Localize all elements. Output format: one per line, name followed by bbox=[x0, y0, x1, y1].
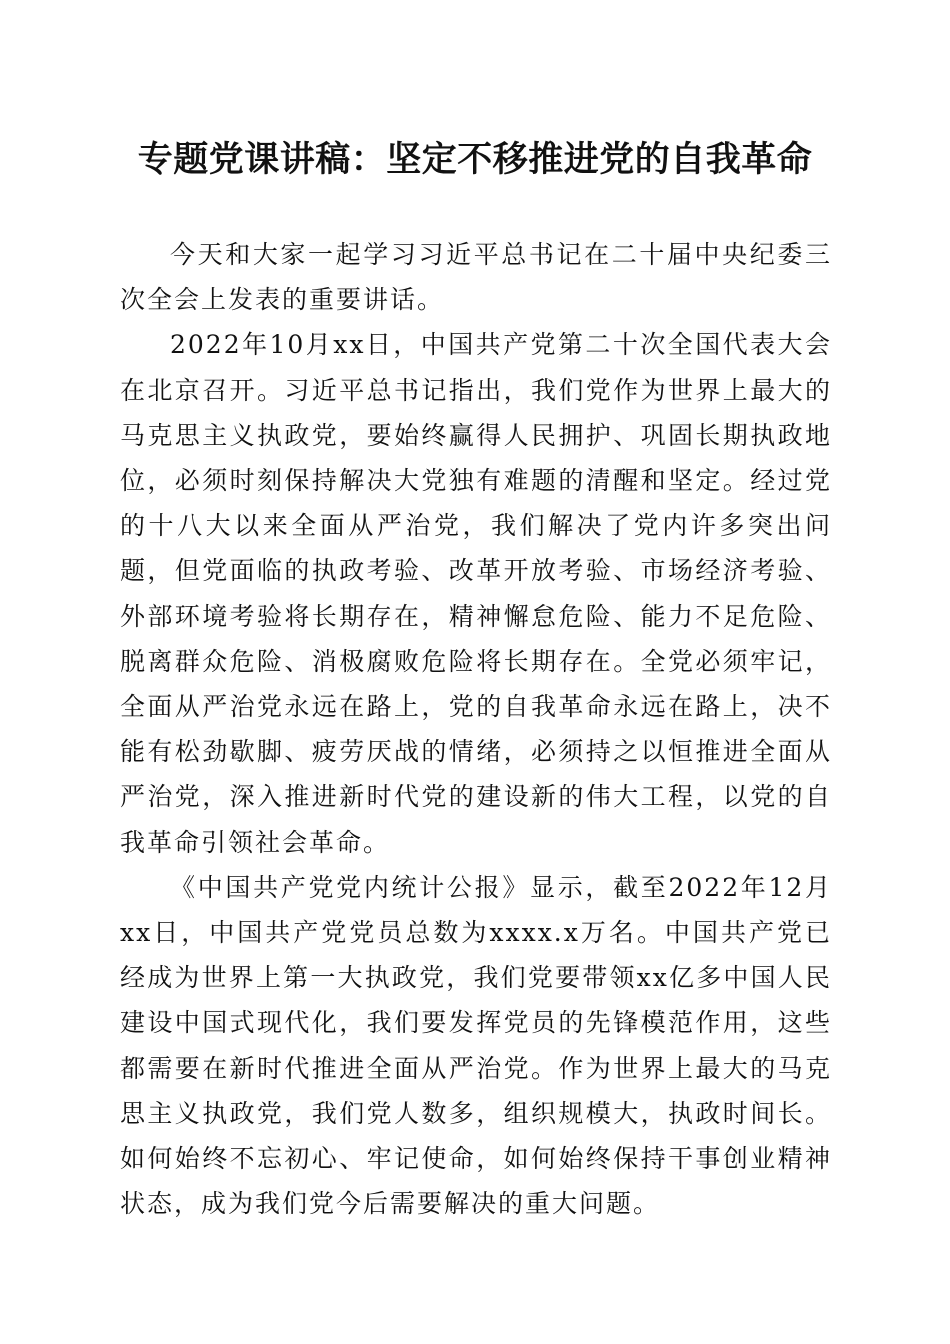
paragraph-statistics: 《中国共产党党内统计公报》显示，截至2022年12月xx日，中国共产党党员总数为xxxx.x万名。中国共产党已经成为世界上第一大执政党，我们党要带领xx亿多中国人民建设中国式现代化，我们要发挥党员的先锋模范作用，这些都需要在新时代推进全面从严治党。作为世界上最大的马克思主义执政党，我们党人数多，组织规模大，执政时间长。如何始终不忘初心、牢记使命，如何始终保持干事创业精神状态，成为我们党今后需要解决的重大问题。 bbox=[120, 872, 832, 1219]
document-body bbox=[120, 232, 832, 1226]
paragraph-congress: 2022年10月xx日，中国共产党第二十次全国代表大会在北京召开。习近平总书记指出，我们党作为世界上最大的马克思主义执政党，要始终赢得人民拥护、巩固长期执政地位，必须时刻保持解决大党独有难题的清醒和坚定。经过党的十八大以来全面从严治党，我们解决了党内许多突出问题，但党面临的执政考验、改革开放考验、市场经济考验、外部环境考验将长期存在，精神懈怠危险、能力不足危险、脱离群众危险、消极腐败危险将长期存在。全党必须牢记，全面从严治党永远在路上，党的自我革命永远在路上，决不能有松劲歇脚、疲劳厌战的情绪，必须持之以恒推进全面从严治党，深入推进新时代党的建设新的伟大工程，以党的自我革命引领社会革命。 bbox=[120, 330, 832, 857]
paragraph-intro: 今天和大家一起学习习近平总书记在二十届中央纪委三次全会上发表的重要讲话。 bbox=[120, 240, 832, 315]
document-title: 专题党课讲稿：坚定不移推进党的自我革命 bbox=[137, 139, 813, 180]
